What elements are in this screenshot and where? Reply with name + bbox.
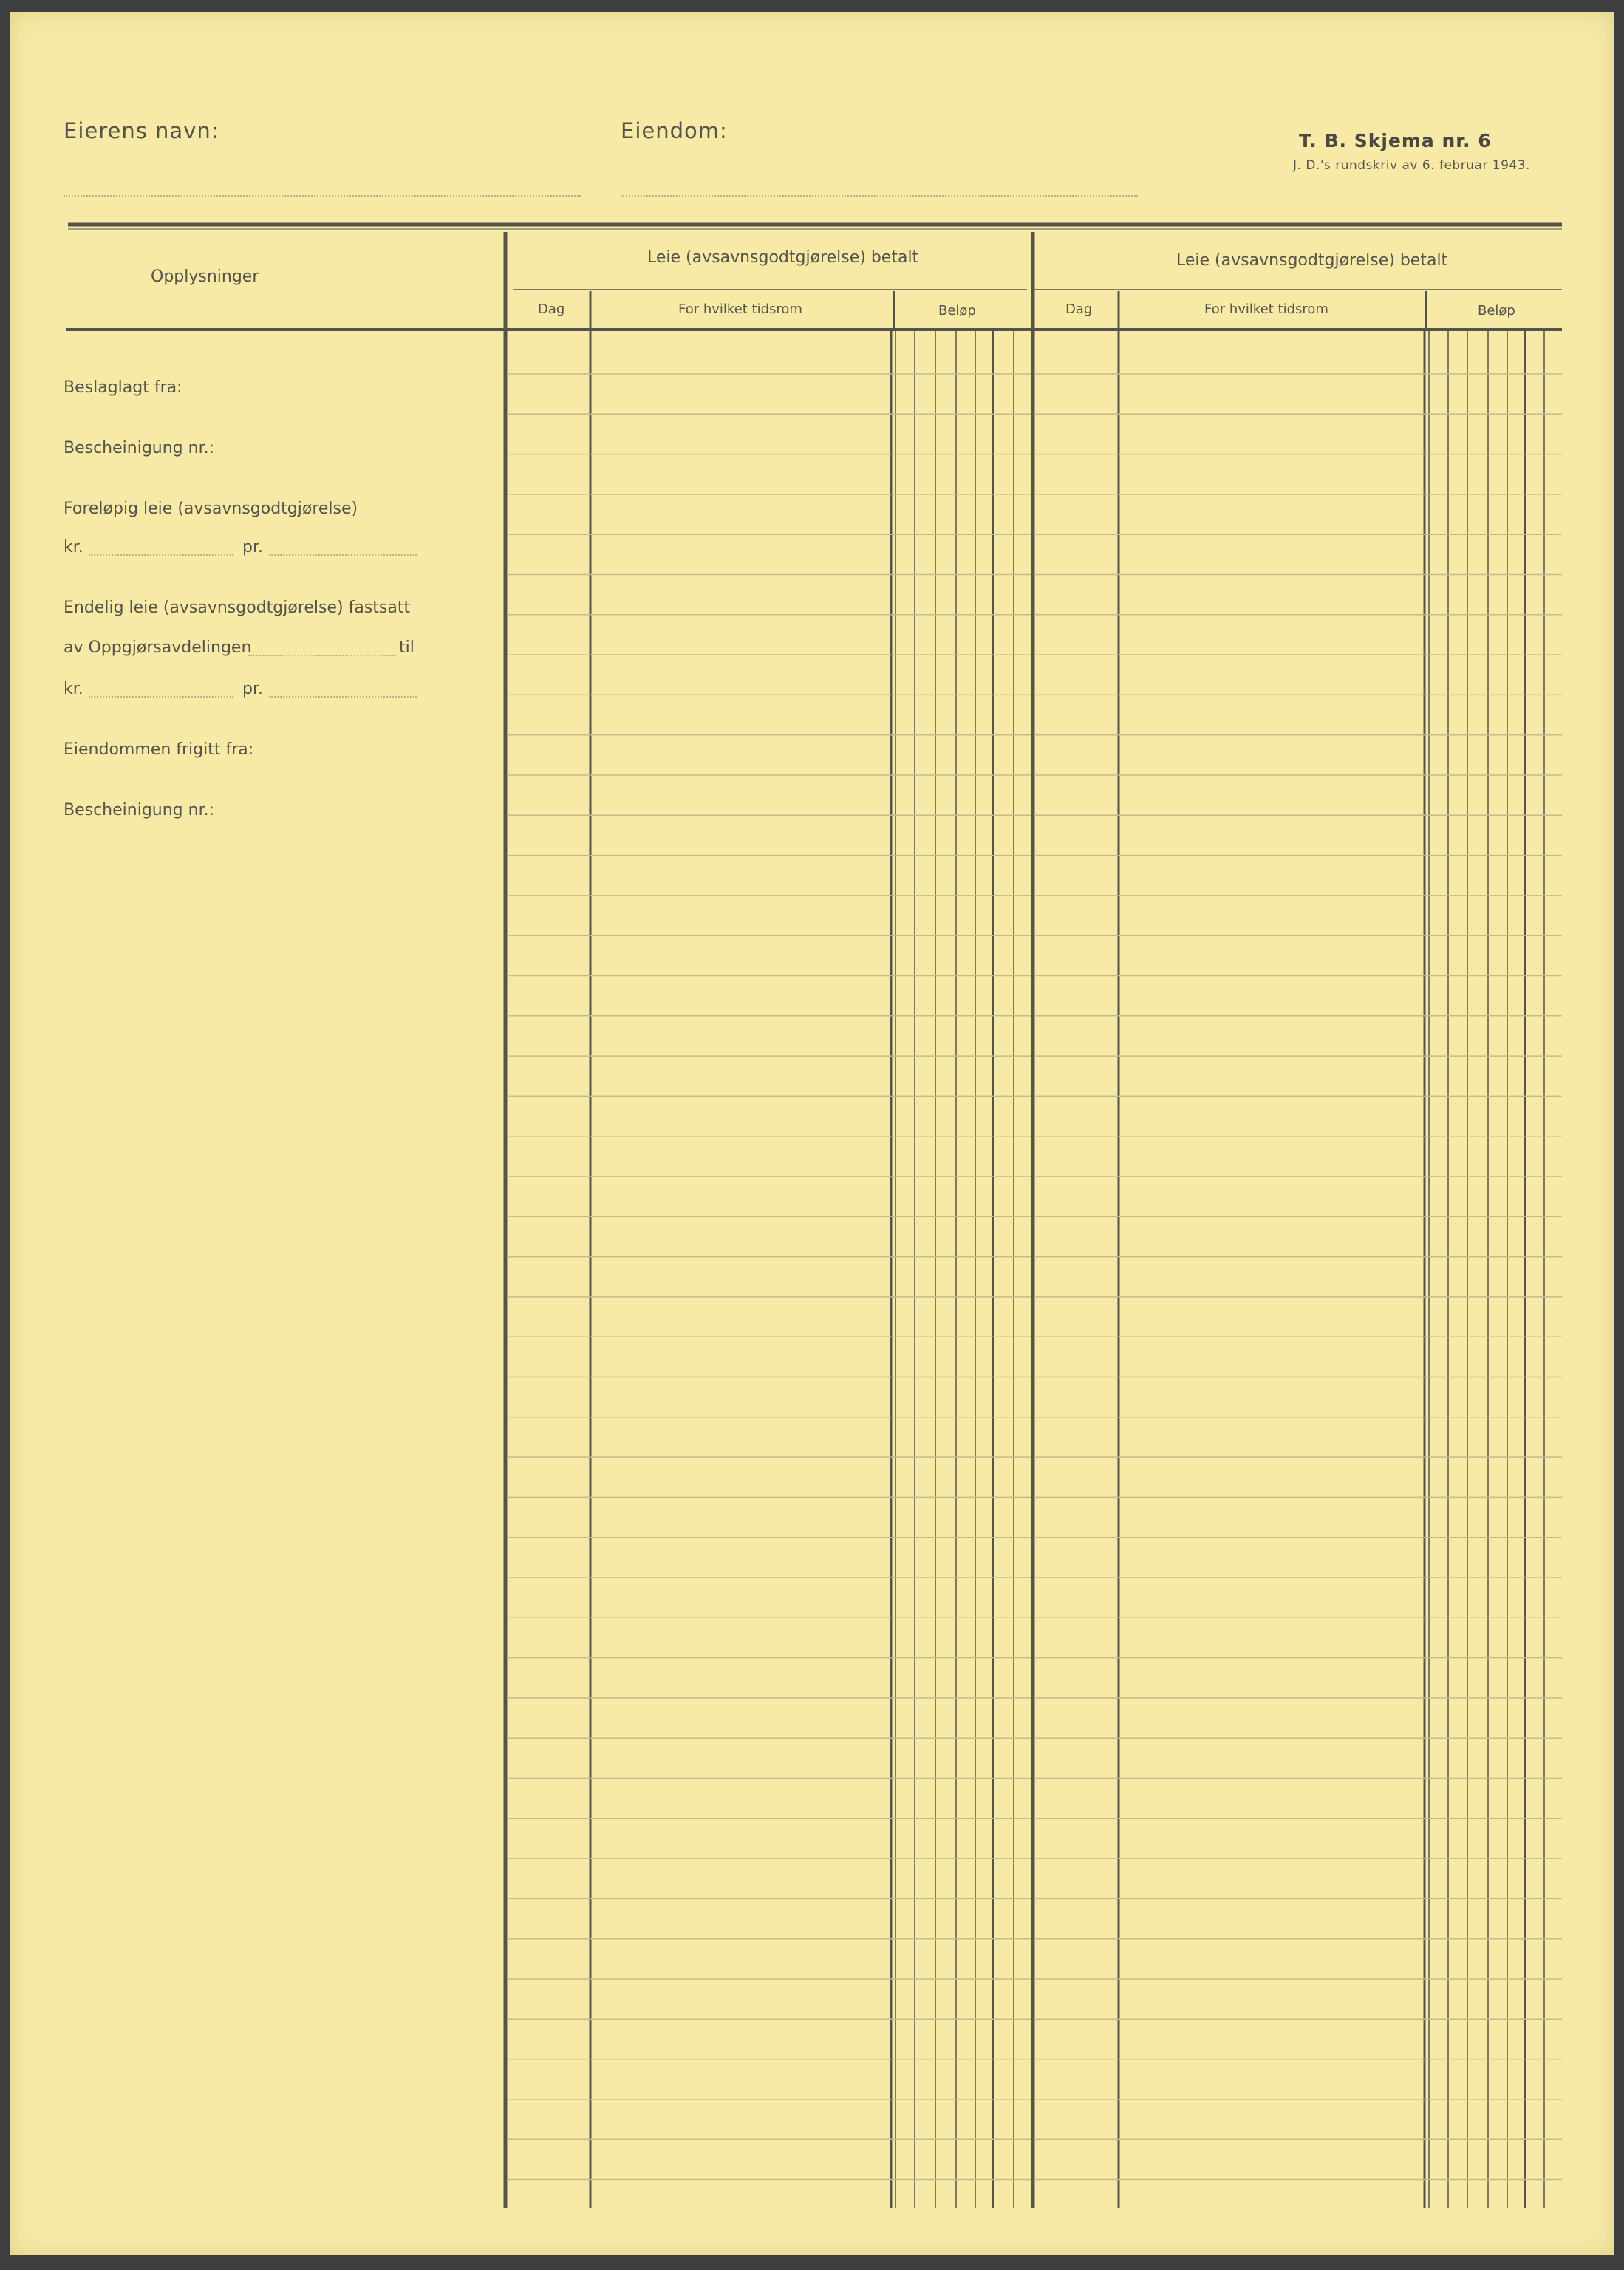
seized-from-label: Beslaglagt fra: xyxy=(64,378,182,397)
amount-column-header-right: Beløp xyxy=(1478,303,1515,318)
settlement-til-label: til xyxy=(399,638,414,657)
form-subtitle: J. D.'s rundskriv av 6. februar 1943. xyxy=(1293,158,1530,173)
final-per-label: pr. xyxy=(242,680,263,698)
provisional-amount-field[interactable] xyxy=(89,554,233,556)
owner-name-label: Eierens navn: xyxy=(64,118,219,143)
day-column-header-right: Dag xyxy=(1065,301,1093,317)
period-column-header-left: For hvilket tidsrom xyxy=(678,301,802,317)
table-grid xyxy=(10,12,1614,2255)
info-column-header: Opplysninger xyxy=(151,267,259,286)
final-period-field[interactable] xyxy=(269,696,417,698)
day-column-header-left: Dag xyxy=(538,301,565,317)
released-from-label: Eiendommen frigitt fra: xyxy=(64,740,254,759)
rent-paid-header-right: Leie (avsavnsgodtgjørelse) betalt xyxy=(1176,251,1448,270)
settlement-date-field[interactable] xyxy=(248,655,396,656)
property-label: Eiendom: xyxy=(621,118,728,143)
final-rent-label: Endelig leie (avsavnsgodtgjørelse) fastsatt xyxy=(64,599,411,617)
form-sheet xyxy=(10,12,1614,2255)
provisional-kr-label: kr. xyxy=(64,538,83,556)
provisional-period-field[interactable] xyxy=(269,554,417,556)
provisional-rent-label: Foreløpig leie (avsavnsgodtgjørelse) xyxy=(64,500,358,518)
amount-column-header-left: Beløp xyxy=(938,303,976,318)
final-kr-label: kr. xyxy=(64,680,83,698)
period-column-header-right: For hvilket tidsrom xyxy=(1204,301,1328,317)
final-amount-field[interactable] xyxy=(89,696,233,698)
rent-paid-header-left: Leie (avsavnsgodtgjørelse) betalt xyxy=(647,248,919,267)
certificate-number-label-2: Bescheinigung nr.: xyxy=(64,801,215,819)
provisional-per-label: pr. xyxy=(242,538,263,556)
settlement-dept-label: av Oppgjørsavdelingen xyxy=(64,638,252,657)
certificate-number-label: Bescheinigung nr.: xyxy=(64,439,215,457)
form-title: T. B. Skjema nr. 6 xyxy=(1299,130,1492,151)
